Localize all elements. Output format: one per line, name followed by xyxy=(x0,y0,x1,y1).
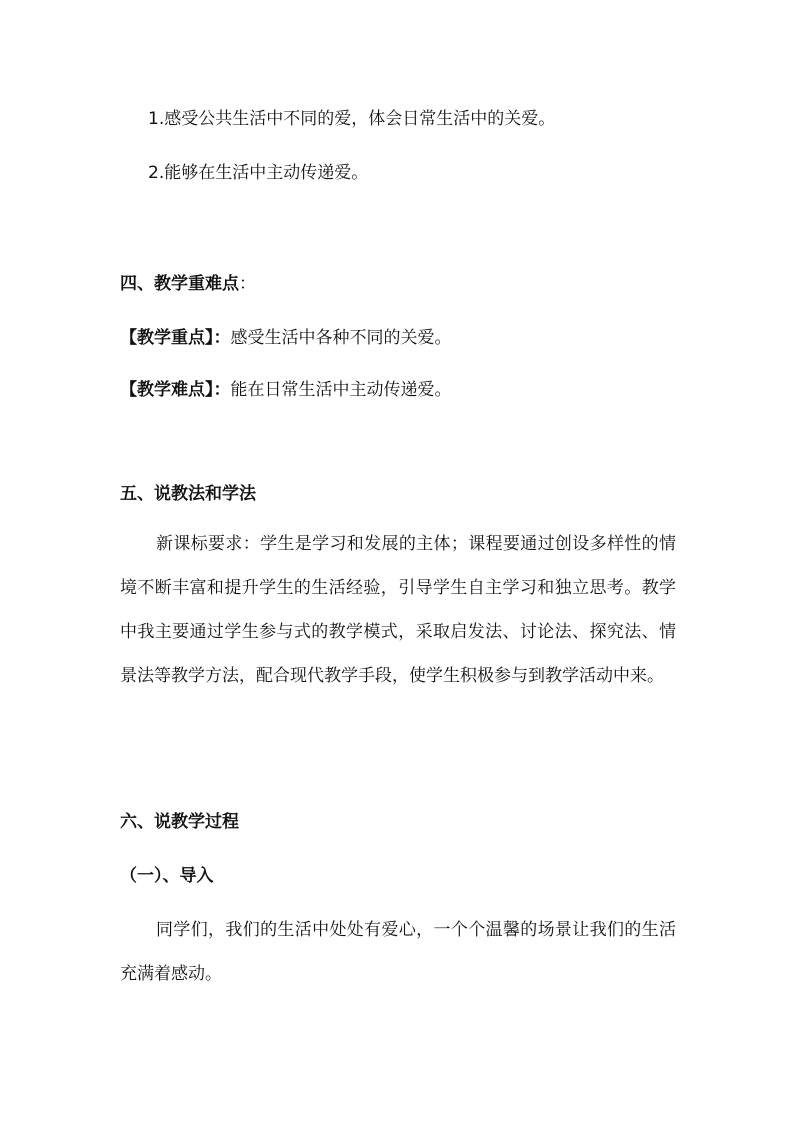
section5-paragraph: 新课标要求：学生是学习和发展的主体；课程要通过创设多样性的情境不断丰富和提升学生的生活经验，引导学生自主学习和独立思考。教学中我主要通过学生参与式的教学模式，采取启发法、讨论法、探究法、情景法等教学方法，配合现代教学手段，使学生积极参与到教学活动中来。 xyxy=(120,534,676,686)
section4-title: 四、教学重难点 xyxy=(120,274,239,294)
objective-2: 2.能够在生活中主动传递爱。 xyxy=(148,163,369,183)
subsection-intro-title: （一）、导入 xyxy=(120,866,214,886)
difficulty-label: 【教学难点】： xyxy=(120,380,231,400)
section5-title: 五、说教法和学法 xyxy=(120,484,256,504)
key-point-label: 【教学重点】： xyxy=(120,328,231,348)
section6-title: 六、说教学过程 xyxy=(120,812,239,832)
section4-heading xyxy=(120,274,680,294)
section4-title-suffix: ： xyxy=(239,274,256,294)
key-point-line xyxy=(120,328,680,348)
objective-1: 1.感受公共生活中不同的爱，体会日常生活中的关爱。 xyxy=(148,109,556,129)
key-point-text: 感受生活中各种不同的关爱。 xyxy=(230,328,452,348)
difficulty-text: 能在日常生活中主动传递爱。 xyxy=(230,380,452,400)
section6-paragraph: 同学们，我们的生活中处处有爱心，一个个温馨的场景让我们的生活充满着感动。 xyxy=(120,920,676,984)
difficulty-line xyxy=(120,380,680,400)
